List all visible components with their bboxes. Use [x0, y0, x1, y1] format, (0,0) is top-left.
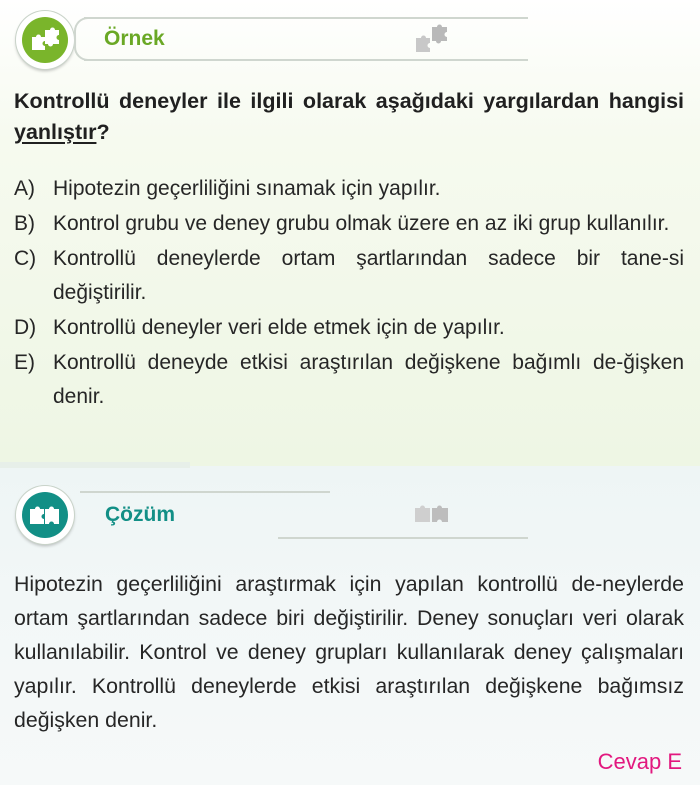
ornek-header [84, 17, 528, 61]
cozum-divider-top [80, 491, 330, 493]
answer-options [14, 172, 684, 415]
question-mark: ? [96, 120, 110, 144]
option-letter: B) [14, 212, 35, 235]
option-text: Hipotezin geçerliliğini sınamak için yapılır. [53, 177, 441, 200]
option-letter: C) [14, 247, 37, 270]
question-body: Kontrollü deneyler ile ilgili olarak aşağıdaki yargılardan hangisi [14, 89, 684, 113]
option-c[interactable] [14, 242, 684, 310]
option-text: Kontrollü deneyde etkisi araştırılan değişkene bağımlı de-ğişken denir. [53, 351, 684, 408]
puzzle-pieces-icon [28, 503, 62, 527]
option-text: Kontrollü deneyler veri elde etmek için de yapılır. [53, 316, 505, 339]
answer-label: Cevap E [597, 749, 682, 774]
puzzle-deco-icon [412, 24, 456, 54]
option-b[interactable] [14, 207, 684, 241]
option-letter: D) [14, 316, 37, 339]
option-e[interactable] [14, 346, 684, 414]
puzzle-pieces-icon [29, 27, 61, 53]
puzzle-deco-icon [412, 502, 456, 528]
question-emphasis: yanlıştır [14, 120, 97, 144]
cozum-title: Çözüm [105, 503, 175, 526]
ornek-badge [16, 11, 74, 69]
option-letter: A) [14, 177, 35, 200]
cozum-divider-bottom [278, 537, 528, 539]
option-a[interactable] [14, 172, 684, 206]
question-text [14, 86, 684, 148]
option-d[interactable] [14, 311, 684, 345]
option-text: Kontrol grubu ve deney grubu olmak üzere en az iki grup kullanılır. [53, 212, 670, 235]
cozum-badge [16, 486, 74, 544]
option-text: Kontrollü deneylerde ortam şartlarından sadece bir tane-si değiştirilir. [53, 247, 684, 304]
option-letter: E) [14, 351, 35, 374]
solution-text: Hipotezin geçerliliğini araştırmak için yapılan kontrollü de-neylerde ortam şartlarından sadece biri değiştirilir. Deney sonuçları veri olarak kullanılabilir. Kontrol ve deney grupları kullanılarak deney çalışmaları yapılır. Kontrollü deneylerde etkisi araştırılan değişkene bağımsız değişken denir. [14, 572, 684, 732]
ornek-title: Örnek [104, 27, 165, 50]
